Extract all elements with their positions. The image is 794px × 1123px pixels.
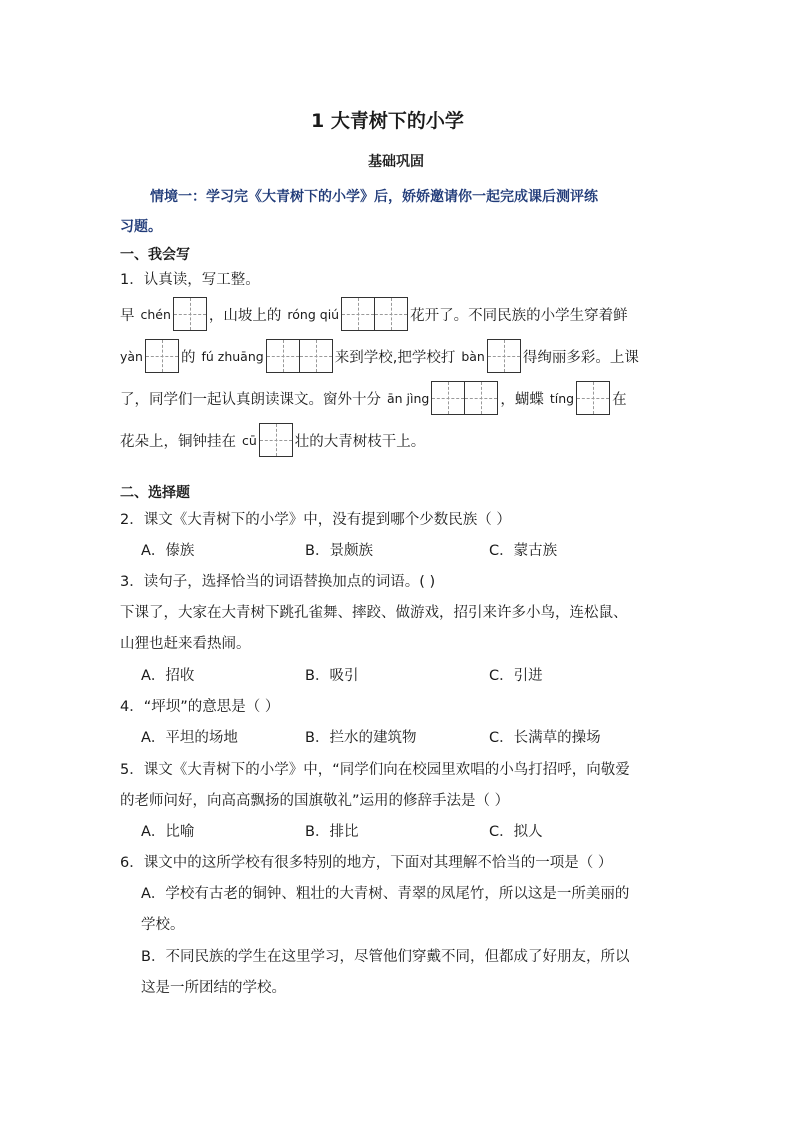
character-box[interactable]: [259, 423, 293, 457]
fill-text: 壮的大青树枝干上。: [294, 433, 426, 450]
section-subtitle: 基础巩固: [368, 154, 424, 170]
pinyin-label: bàn: [461, 348, 485, 364]
fill-text: 来到学校,把学校打: [334, 349, 456, 366]
fill-line-1: [120, 297, 628, 331]
character-box[interactable]: [374, 297, 408, 331]
scene-intro-line2: 习题。: [120, 219, 162, 235]
fill-line-3: [120, 381, 627, 415]
option-6b-line2[interactable]: 这是一所团结的学校。: [141, 980, 286, 996]
option-4a[interactable]: A．平坦的场地: [141, 730, 238, 746]
question-6: 6．课文中的这所学校有很多特别的地方，下面对其理解不恰当的一项是（ ）: [120, 855, 613, 871]
pinyin-label: róng qiú: [287, 306, 340, 322]
question-3-passage-line1: 下课了，大家在大青树下跳孔雀舞、摔跤、做游戏，招引来许多小鸟，连松鼠、: [120, 605, 628, 621]
pinyin-label: cū: [242, 432, 257, 448]
pinyin-label: tíng: [549, 390, 575, 406]
fill-line-4: [120, 423, 425, 457]
question-1: 1．认真读，写工整。: [120, 272, 260, 288]
fill-text: 了，同学们一起认真朗读课文。窗外十分: [120, 391, 381, 408]
fill-line-2: [120, 339, 639, 373]
section-heading-choice: 二、选择题: [120, 485, 190, 501]
pinyin-label: fú zhuāng: [201, 348, 264, 364]
option-4b[interactable]: B．拦水的建筑物: [305, 730, 417, 746]
option-3c[interactable]: C．引进: [489, 668, 543, 684]
fill-text: 得绚丽多彩。上课: [522, 349, 639, 366]
option-2a[interactable]: A．傣族: [141, 543, 195, 559]
fill-text: ，蝴蝶: [500, 391, 544, 408]
character-box[interactable]: [464, 381, 498, 415]
option-3b[interactable]: B．吸引: [305, 668, 359, 684]
fill-text: 花朵上，铜钟挂在: [120, 433, 236, 450]
fill-text: 早: [120, 307, 135, 324]
scene-intro-line1: 情境一：学习完《大青树下的小学》后，娇娇邀请你一起完成课后测评练: [150, 189, 598, 205]
page-title: 1 大青树下的小学: [311, 110, 464, 132]
pinyin-label: ān jìng: [387, 390, 430, 406]
character-box[interactable]: [299, 339, 333, 373]
option-5b[interactable]: B．排比: [305, 824, 359, 840]
character-box[interactable]: [145, 339, 179, 373]
question-5-line1: 5．课文《大青树下的小学》中，“同学们向在校园里欢唱的小鸟打招呼，向敬爱: [120, 762, 630, 778]
character-box[interactable]: [341, 297, 375, 331]
option-6a-line1[interactable]: A．学校有古老的铜钟、粗壮的大青树、青翠的凤尾竹，所以这是一所美丽的: [141, 886, 630, 902]
question-3-passage-line2: 山狸也赶来看热闹。: [120, 636, 251, 652]
question-2: 2．课文《大青树下的小学》中，没有提到哪个少数民族（ ）: [120, 512, 511, 528]
option-3a[interactable]: A．招收: [141, 668, 195, 684]
character-box[interactable]: [576, 381, 610, 415]
option-2b[interactable]: B．景颇族: [305, 543, 373, 559]
character-box[interactable]: [487, 339, 521, 373]
fill-text: 的: [180, 349, 196, 366]
fill-text: ，山坡上的: [208, 307, 282, 324]
option-5c[interactable]: C．拟人: [489, 824, 543, 840]
section-heading-writing: 一、我会写: [120, 247, 190, 263]
pinyin-label: yàn: [120, 348, 143, 364]
option-6b-line1[interactable]: B．不同民族的学生在这里学习，尽管他们穿戴不同，但都成了好朋友，所以: [141, 949, 630, 965]
option-2c[interactable]: C．蒙古族: [489, 543, 558, 559]
option-4c[interactable]: C．长满草的操场: [489, 730, 601, 746]
character-box[interactable]: [266, 339, 300, 373]
character-box[interactable]: [173, 297, 207, 331]
question-3: 3．读句子，选择恰当的词语替换加点的词语。( ): [120, 574, 436, 590]
fill-text: 花开了。不同民族的小学生穿着鲜: [410, 307, 628, 324]
fill-text: 在: [612, 391, 627, 408]
option-5a[interactable]: A．比喻: [141, 824, 195, 840]
question-5-line2: 的老师问好，向高高飘扬的国旗敬礼”运用的修辞手法是（ ）: [120, 793, 510, 809]
pinyin-label: chén: [140, 306, 171, 322]
character-box[interactable]: [431, 381, 465, 415]
option-6a-line2[interactable]: 学校。: [141, 917, 185, 933]
question-4: 4．“坪坝”的意思是（ ）: [120, 699, 280, 715]
